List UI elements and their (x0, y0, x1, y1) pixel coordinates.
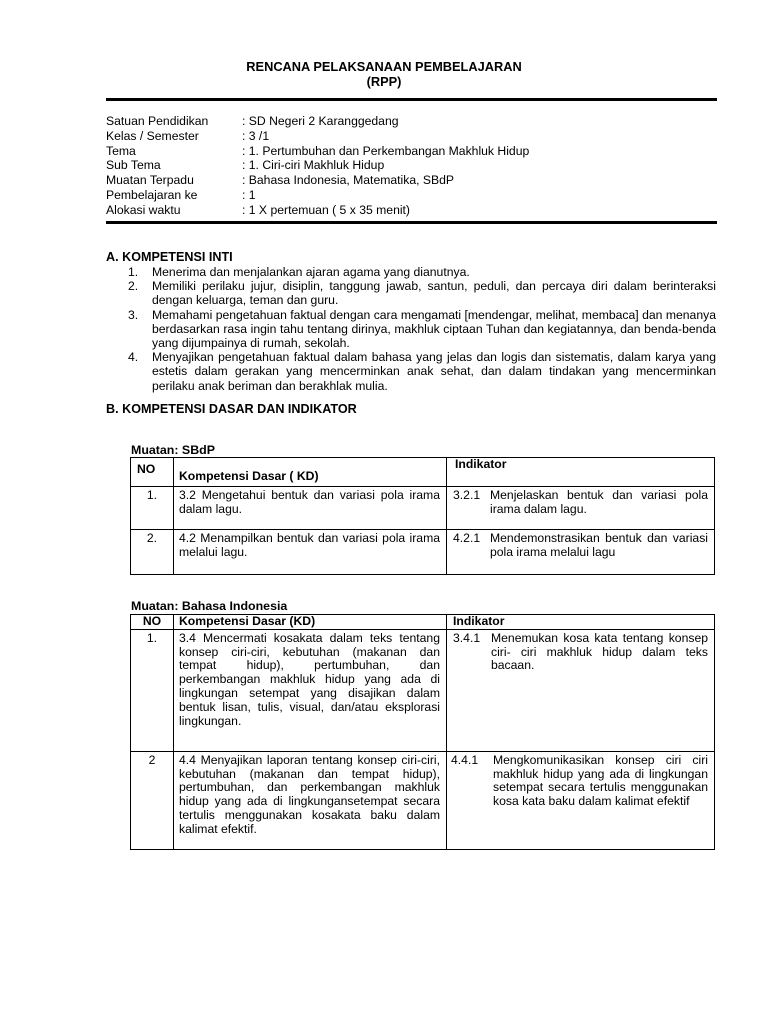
list-text: Menyajikan pengetahuan faktual dalam bahasa yang jelas dan logis dan sistematis, dalam karya yang estetis dalam gerakan yang mencerminkan anak sehat, dan dalam tindakan yang mencerminkan perilaku anak beriman dan berakhlak mulia. (152, 350, 716, 393)
info-row (106, 173, 706, 188)
row-kd (174, 487, 447, 530)
row-no: 2. (131, 530, 174, 575)
info-label: Muatan Terpadu (106, 173, 194, 188)
kd-text: 3.4 Mencermati kosakata dalam teks tentang konsep ciri-ciri, kebutuhan (makanan dan tempat hidup), pertumbuhan, dan perkembangan makhluk hidup yang ada di lingkungan setempat yang disajikan dalam bentuk lisan, tulis, visual, dan/atau eksplorasi lingkungan. (179, 630, 440, 728)
list-number: 3. (128, 307, 139, 322)
info-value: : 1. Ciri-ciri Makhluk Hidup (242, 158, 385, 173)
header-indikator: Indikator (447, 458, 715, 487)
identity-info (106, 114, 706, 218)
table-row (131, 751, 715, 849)
table-row (131, 629, 715, 751)
table-row (131, 487, 715, 530)
list-text: Menerima dan menjalankan ajaran agama yang dianutnya. (152, 265, 470, 279)
info-value: : Bahasa Indonesia, Matematika, SBdP (242, 173, 455, 188)
info-value: : 1. Pertumbuhan dan Perkembangan Makhluk Hidup (242, 143, 530, 158)
kd-text: 4.2 Menampilkan bentuk dan variasi pola irama melalui lagu. (179, 531, 440, 559)
kd-text: 4.4 Menyajikan laporan tentang konsep ciri-ciri, kebutuhan (makanan dan tempat hidup), pertumbuhan, dan perkembangan makhluk hidup yang ada di lingkungansetempat secara tertulis menggunakan kosakata baku dalam kalimat efektif. (179, 752, 440, 836)
header-no: NO (131, 458, 174, 487)
section-a-title: A. KOMPETENSI INTI (106, 250, 233, 264)
header-kd: Kompetensi Dasar ( KD) (174, 458, 447, 487)
row-indikator (447, 530, 715, 575)
indikator-text: Menemukan kosa kata tentang konsep ciri- ciri makhluk hidup dalam teks bacaan. (491, 630, 708, 673)
list-item (128, 265, 716, 279)
row-indikator (447, 629, 715, 751)
info-value: : SD Negeri 2 Karanggedang (242, 114, 399, 128)
info-row (106, 144, 706, 159)
info-label: Tema (106, 143, 136, 158)
document-subtitle: (RPP) (366, 74, 402, 89)
info-label: Alokasi waktu (106, 202, 181, 217)
row-indikator (447, 751, 715, 849)
list-number: 1. (128, 265, 139, 279)
row-kd (174, 629, 447, 751)
list-item (128, 350, 716, 393)
row-indikator (447, 487, 715, 530)
info-label: Satuan Pendidikan (106, 114, 209, 128)
muatan-sbdp-label: Muatan: SBdP (131, 443, 215, 457)
list-text: Memahami pengetahuan faktual dengan cara mengamati [mendengar, melihat, membaca] dan menanya berdasarkan rasa ingin tahu tentang dirinya, makhluk ciptaan Tuhan dan kegiatannya, dan benda-benda yang dijumpainya di rumah, sekolah. (152, 307, 716, 351)
indikator-code: 3.2.1 (453, 488, 481, 502)
info-row (106, 158, 706, 173)
info-label: Kelas / Semester (106, 128, 199, 143)
list-text: Memiliki perilaku jujur, disiplin, tanggung jawab, santun, peduli, dan percaya diri dalam berinteraksi dengan keluarga, teman dan guru. (152, 279, 716, 308)
info-row (106, 188, 706, 203)
info-divider (106, 221, 717, 224)
row-no: 1. (131, 629, 174, 751)
indikator-text: Menjelaskan bentuk dan variasi pola irama dalam lagu. (490, 488, 708, 516)
sbdp-table (130, 457, 715, 575)
table-header-row (131, 458, 715, 487)
header-divider (106, 98, 717, 101)
info-value: : 1 X pertemuan ( 5 x 35 menit) (242, 202, 410, 217)
header-indikator: Indikator (447, 615, 715, 630)
kompetensi-inti-list (128, 265, 716, 393)
indikator-code: 3.4.1 (453, 630, 481, 645)
list-item (128, 308, 716, 351)
row-no: 2 (131, 751, 174, 849)
row-kd (174, 751, 447, 849)
header-kd: Kompetensi Dasar (KD) (174, 615, 447, 630)
list-item (128, 279, 716, 307)
indikator-code: 4.2.1 (453, 531, 481, 545)
info-value: : 1 (242, 187, 256, 202)
info-row (106, 114, 706, 129)
section-b-title: B. KOMPETENSI DASAR DAN INDIKATOR (106, 402, 357, 416)
header-no: NO (131, 615, 174, 630)
table-row (131, 530, 715, 575)
indikator-text: Mendemonstrasikan bentuk dan variasi pola irama melalui lagu (490, 531, 708, 559)
kd-text: 3.2 Mengetahui bentuk dan variasi pola irama dalam lagu. (179, 488, 440, 516)
info-value: : 3 /1 (242, 128, 270, 143)
muatan-bahasa-indonesia-label: Muatan: Bahasa Indonesia (131, 599, 288, 613)
table-header-row (131, 615, 715, 630)
info-row (106, 129, 706, 144)
info-row (106, 203, 706, 218)
info-label: Pembelajaran ke (106, 187, 198, 202)
document-title: RENCANA PELAKSANAAN PEMBELAJARAN (246, 59, 522, 74)
indikator-text: Mengkomunikasikan konsep ciri ciri makhluk hidup yang ada di lingkungan setempat secara tertulis menggunakan kosa kata baku dalam kalimat efektif (493, 752, 708, 809)
indikator-code: 4.4.1 (451, 752, 479, 767)
info-label: Sub Tema (106, 158, 161, 173)
row-kd (174, 530, 447, 575)
bahasa-indonesia-table (130, 614, 715, 850)
list-number: 2. (128, 279, 139, 294)
list-number: 4. (128, 350, 139, 365)
row-no: 1. (131, 487, 174, 530)
